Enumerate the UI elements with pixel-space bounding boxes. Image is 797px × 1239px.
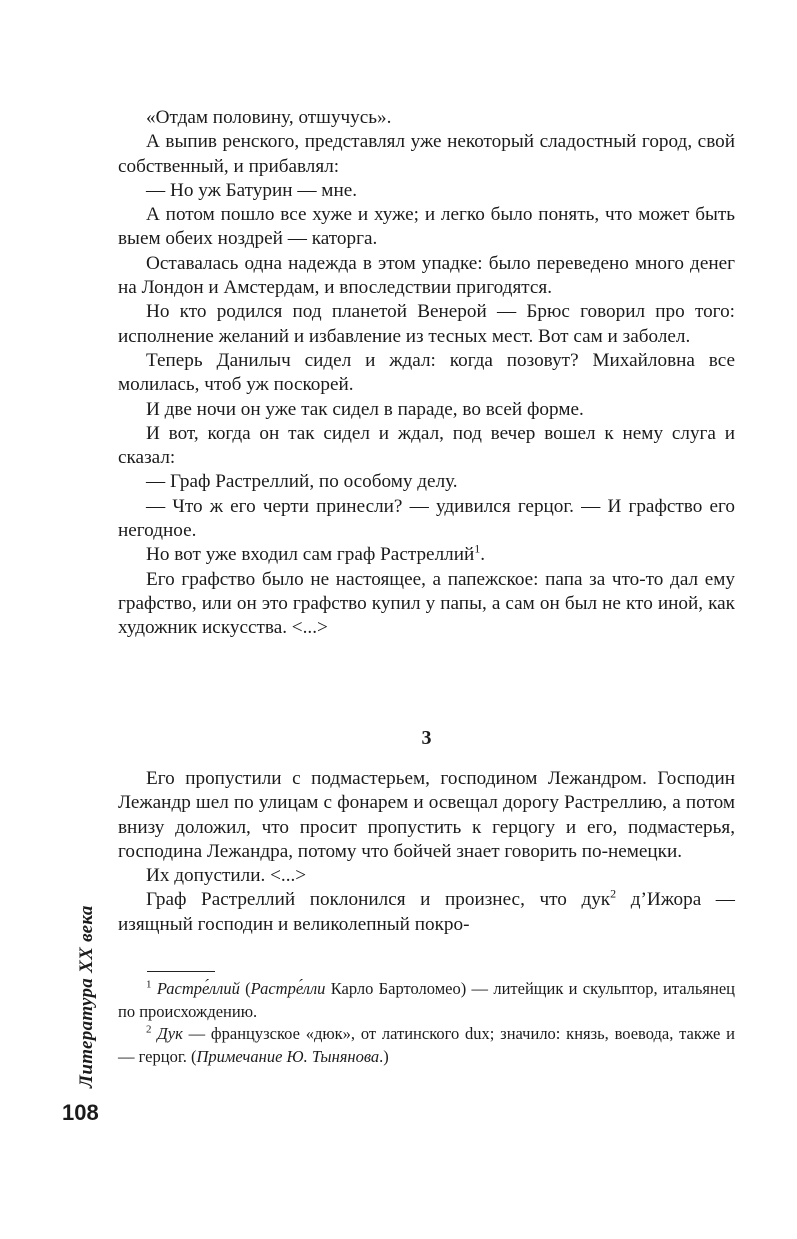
footnote-mark: 2: [610, 887, 617, 902]
footnote-term: Растре́ллий: [156, 979, 240, 998]
main-text: [118, 106, 735, 641]
paragraph: Но кто родился под планетой Венерой — Брюс говорил про того: исполнение желаний и избавление из тесных мест. Вот сам и заболел.: [118, 301, 735, 347]
paragraph: — Что ж его черти принесли? — удивился герцог. — И графство его негодное.: [118, 495, 735, 542]
paragraph-text: д’Ижора — изящный господин и великолепный покро-: [118, 889, 735, 935]
paragraph: Теперь Данилыч сидел и ждал: когда позовут? Михайловна все молилась, чтоб уж поскорей.: [118, 349, 735, 396]
footnote-term: Растре́лли: [250, 979, 326, 998]
paragraph-with-footnote: Но вот уже входил сам граф Растреллий$^1$.: [146, 541, 486, 566]
running-title: Литература XX века: [76, 905, 97, 1088]
page-number: 108: [62, 1100, 99, 1125]
footnote-mark: 1: [474, 541, 481, 556]
paragraph: Оставалась одна надежда в этом упадке: было переведено много денег на Лондон и Амстердам, и впоследствии пригодятся.: [118, 252, 735, 299]
paragraph: Его графство было не настоящее, а папежское: папа за что-то дал ему графство, или он это графство купил у папы, а сам он был не кто иной, как художник искусства. <...>: [118, 568, 735, 639]
footnote-number: 2: [146, 1023, 152, 1036]
footnote: [118, 978, 735, 1023]
paragraph: Его пропустили с подмастерьем, господином Лежандром. Господин Лежандр шел по улицам с фонарем и освещал дорогу Растреллию, а потом внизу доложил, что просит пропустить к герцогу и его, подмастерья, господина Лежандра, потому что бойчей знает говорить по-немецки.: [118, 768, 735, 862]
footnote-note: Примечание Ю. Тынянова: [196, 1046, 380, 1066]
paragraph: И вот, когда он так сидел и ждал, под вечер вошел к нему слуга и сказал:: [118, 422, 735, 469]
footnote-text: — французское «дюк», от латинского dux; значило: князь, воевода, также и — герцог. (: [118, 1024, 735, 1066]
footnote-text: (: [239, 979, 251, 998]
footnote: [118, 1023, 735, 1068]
paragraph-with-footnote: [118, 888, 735, 937]
paragraph-text: Но вот уже входил сам граф Растреллий: [146, 544, 475, 566]
paragraph: «Отдам половину, отшучусь».: [146, 107, 392, 128]
footnote-divider: [147, 971, 215, 972]
paragraph: Их допустили. <...>: [146, 865, 307, 887]
footnotes: [118, 978, 735, 1068]
paragraph: И две ночи он уже так сидел в параде, во всей форме.: [146, 398, 584, 420]
footnote-term: Дук: [157, 1024, 183, 1043]
footnote-text: .): [379, 1046, 389, 1066]
paragraph-text: Граф Растреллий поклонился и произнес, что дук: [146, 889, 611, 911]
paragraph: — Граф Растреллий, по особому делу.: [146, 471, 458, 493]
paragraph: А потом пошло все хуже и хуже; и легко было понять, что может быть выем обеих ноздрей — каторга.: [118, 204, 735, 250]
footnote-number: 1: [146, 978, 152, 991]
footnote-text: Карло Бартоломео) — литейщик и скульптор, итальянец по происхождению.: [118, 979, 736, 1021]
chapter-text: [118, 767, 735, 937]
chapter-number: 3: [421, 727, 432, 749]
paragraph: А выпив ренского, представлял уже некоторый сладостный город, свой собственный, и прибавлял:: [118, 131, 735, 177]
paragraph: — Но уж Батурин — мне.: [146, 179, 358, 201]
